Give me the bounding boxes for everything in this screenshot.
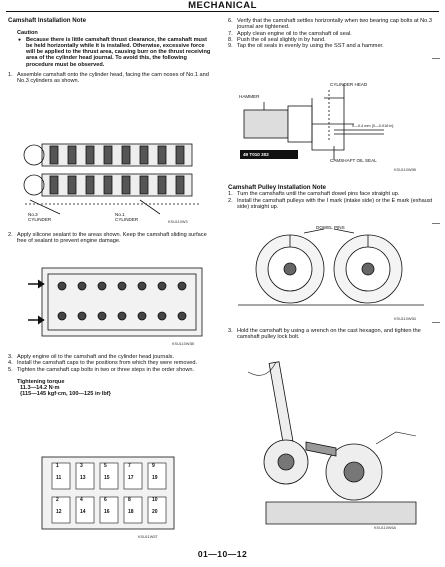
label-sst: 49 T010 302: [243, 152, 269, 157]
figure-camshaft-pulleys: [234, 227, 430, 323]
section-title-pulley: Camshaft Pulley Installation Note: [228, 184, 326, 191]
label-no3: No.3: [28, 212, 38, 217]
section-title-camshaft-installation: Camshaft Installation Note: [8, 17, 87, 24]
cap-bolt-layout: [38, 455, 178, 533]
wrench-illustration: [246, 352, 426, 534]
figure-code: KSU110W3: [168, 220, 188, 224]
steps-list-3: [8, 354, 213, 373]
step-2-text: Apply silicone sealant to the areas shown. Keep the camshaft sliding surface free of sealant to prevent engine damage.: [17, 232, 207, 245]
figure-tightening-order: [38, 455, 178, 539]
step-2-number: 2.: [8, 232, 13, 238]
step-3-text: Apply engine oil to the camshaft and the cylinder head journals.: [17, 354, 175, 360]
step-3-number: 3.: [8, 354, 13, 360]
step-7-text: Apply clean engine oil to the camshaft oil seal.: [237, 30, 352, 37]
figure-code: KSU110W5B: [394, 168, 417, 172]
label-measurement: 0—0.4 mm {0—0.016 in}: [352, 124, 394, 128]
pulley-step-3: [228, 328, 433, 341]
step-5-number: 5.: [8, 366, 13, 373]
steps-list-2: [8, 232, 213, 245]
steps-list-right: [228, 18, 433, 49]
pulley-step-2: [228, 198, 433, 211]
step-4-number: 4.: [8, 360, 13, 367]
step-4-text: Install the camshaft caps to the positions from which they were removed.: [17, 360, 198, 367]
figure-wrench-hold: [246, 352, 426, 534]
bolt-order-number: 8: [128, 497, 131, 503]
pulley-step-2-number: 2.: [228, 197, 233, 204]
label-dowel-pins: DOWEL PINS: [316, 225, 345, 230]
step-9: [228, 43, 433, 49]
step-6-number: 6.: [228, 18, 233, 24]
bolt-order-number: 13: [80, 475, 86, 481]
camshaft-installation-text: [8, 18, 213, 85]
bolt-order-number: 4: [80, 497, 83, 503]
step-6-text: Verify that the camshaft settles horizontally when two bearing cap bolts at No.3 journal are tightened.: [237, 18, 432, 31]
caution-label: Caution: [17, 30, 38, 37]
pulley-step-1-text: Turn the camshafts until the camshaft dowel pins face straight up.: [237, 191, 400, 198]
pulley-step-3-number: 3.: [228, 328, 233, 334]
step-9-number: 9.: [228, 43, 233, 50]
torque-value: 11.3—14.2 N·m: [20, 385, 60, 392]
pulley-step-3-block: [228, 328, 433, 341]
bolt-order-number: 19: [152, 475, 158, 481]
bolt-order-number: 16: [104, 509, 110, 515]
step-1: [8, 72, 213, 85]
label-no3-cylinder: CYLINDER: [28, 217, 52, 222]
steps-6-9-block: [228, 18, 433, 49]
header-rule: [6, 11, 439, 12]
caution-item: ● Because there is little camshaft thrust clearance, the camshaft must be held horizontally while it is installed. Otherwise, excessive force will be applied to the thrust area, causing burr on the thrust receiving area of the cylinder head journal. To avoid this, the following procedure must be observed.: [26, 37, 213, 68]
bolt-order-number: 5: [104, 463, 107, 469]
pulley-step-2-text: Install the camshaft pulleys with the I mark (intake side) or the E mark (exhaust side) straight up.: [237, 197, 433, 210]
bolt-order-number: 14: [80, 509, 86, 515]
label-oil-seal: CAMSHAFT OIL SEAL: [330, 158, 377, 163]
step-1-text: Assemble camshaft onto the cylinder head, facing the cam noses of No.1 and No.3 cylinders as shown.: [17, 72, 209, 85]
torque-alt-units: {115—145 kgf·cm, 100—125 in·lbf}: [20, 391, 111, 398]
figure-code: KSU110W3B: [172, 342, 195, 346]
figure-code: KSU110W5A: [374, 526, 397, 530]
steps-list-1: [8, 72, 213, 85]
bolt-order-number: 2: [56, 497, 59, 503]
page-header-title: MECHANICAL: [188, 0, 257, 11]
bolt-order-number: 20: [152, 509, 158, 515]
step-2-block: [8, 232, 213, 245]
pulley-step-1-number: 1.: [228, 191, 233, 198]
caution-list: [8, 37, 213, 68]
margin-mark: [432, 322, 440, 323]
step-7-number: 7.: [228, 30, 233, 37]
bolt-order-number: 3: [80, 463, 83, 469]
step-9-text: Tap the oil seals in evenly by using the SST and a hammer.: [237, 43, 384, 50]
figure-code: KSU110W5D: [394, 317, 417, 321]
bolt-order-number: 1: [56, 463, 59, 469]
figure-code: KSU11W5T: [138, 535, 158, 539]
bolt-order-number: 18: [128, 509, 134, 515]
page-number: 01—10—12: [197, 549, 248, 559]
torque-label: Tightening torque: [17, 378, 65, 385]
steps-3-5-block: [8, 354, 213, 398]
step-5: [8, 367, 213, 373]
label-cylinder-head: CYLINDER HEAD: [330, 82, 368, 87]
bolt-order-number: 17: [128, 475, 134, 481]
figure-oil-seal-install: [234, 80, 430, 176]
bolt-order-number: 15: [104, 475, 110, 481]
cylinder-head-illustration: [22, 258, 212, 350]
step-6: [228, 18, 433, 31]
step-8-text: Push the oil seal slightly in by hand.: [237, 36, 326, 43]
step-8-number: 8.: [228, 36, 233, 43]
step-1-number: 1.: [8, 72, 13, 79]
pulley-step-3-text: Hold the camshaft by using a wrench on the cast hexagon, and tighten the camshaft pulley lock bolt.: [237, 328, 421, 341]
camshaft-illustration: [20, 134, 206, 230]
bolt-order-number: 10: [152, 497, 158, 503]
bolt-order-number: 11: [56, 475, 62, 481]
pulleys-illustration: [234, 227, 430, 323]
step-2: [8, 232, 213, 245]
pulley-installation-text: [228, 185, 433, 210]
pulley-steps-2: [228, 328, 433, 341]
bolt-order-number: 7: [128, 463, 131, 469]
bolt-order-number: 6: [104, 497, 107, 503]
pulley-steps: [228, 191, 433, 210]
margin-mark: [432, 58, 440, 59]
figure-sealant-areas: [22, 258, 212, 350]
label-no1-cylinder: CYLINDER: [115, 217, 139, 222]
step-5-text: Tighten the camshaft cap bolts in two or three steps in the order shown.: [17, 366, 195, 373]
label-no1: No.1: [115, 212, 125, 217]
bolt-order-number: 9: [152, 463, 155, 469]
margin-mark: [432, 223, 440, 224]
figure-camshaft-assembly: [20, 134, 206, 230]
label-hammer: HAMMER: [239, 94, 260, 99]
bolt-order-number: 12: [56, 509, 62, 515]
